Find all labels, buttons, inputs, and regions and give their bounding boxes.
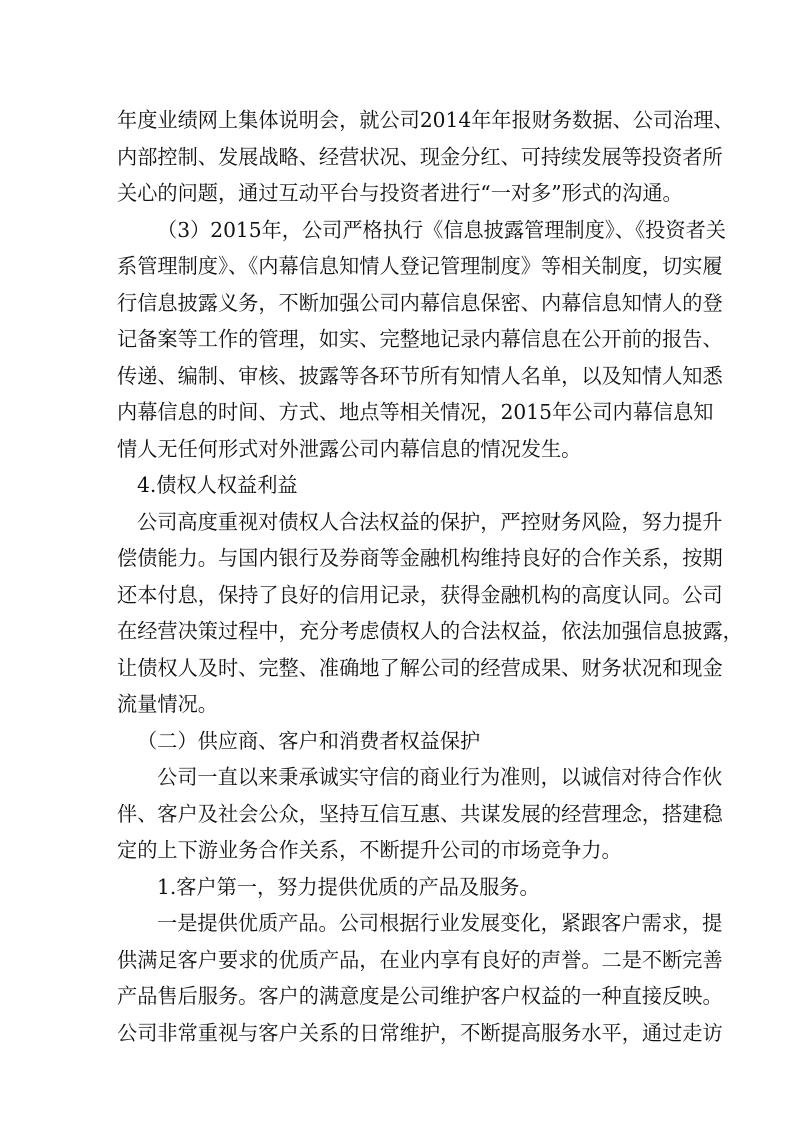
- text-line: 偿债能力。与国内银行及券商等金融机构维持良好的合作关系，按期: [117, 546, 723, 570]
- paragraph-investor-meeting: [117, 102, 734, 212]
- heading-text: 1.客户第一，努力提供优质的产品及服务。: [157, 874, 540, 899]
- paragraph-quality-products: [117, 905, 723, 1051]
- text-line: 系管理制度》、《内幕信息知情人登记管理制度》等相关制度，切实履: [117, 254, 723, 278]
- text-line: 内幕信息的时间、方式、地点等相关情况，2015年公司内幕信息知: [117, 400, 714, 424]
- text-line: 在经营决策过程中，充分考虑债权人的合法权益，依法加强信息披露，: [117, 619, 743, 643]
- text-line: 流量情况。: [117, 692, 218, 716]
- text-line: 供满足客户要求的优质产品，在业内享有良好的声誉。二是不断完善: [117, 947, 723, 972]
- paragraph-insider-info: [117, 212, 726, 468]
- section-heading-customer-first: [117, 869, 677, 906]
- heading-text: （二）供应商、客户和消费者权益保护: [137, 728, 481, 753]
- text-line: 产品售后服务。客户的满意度是公司维护客户权益的一种直接反映。: [117, 984, 723, 1008]
- section-heading-supplier-customer: [117, 723, 677, 760]
- text-line: 行信息披露义务，不断加强公司内幕信息保密、内幕信息知情人的登: [117, 290, 723, 315]
- text-line: 一是提供优质产品。公司根据行业发展变化，紧跟客户需求，提: [157, 911, 723, 935]
- text-line: 让债权人及时、完整、准确地了解公司的经营成果、财务状况和现金: [117, 655, 723, 680]
- text-line: 情人无任何形式对外泄露公司内幕信息的情况发生。: [117, 436, 582, 461]
- text-line: 关心的问题，通过互动平台与投资者进行“一对多”形式的沟通。: [117, 181, 683, 205]
- paragraph-creditor-protection: [117, 504, 743, 723]
- text-line: 公司高度重视对债权人合法权益的保护，严控财务风险，努力提升: [137, 509, 723, 534]
- text-line: 伴、客户及社会公众，坚持互信互惠、共谋发展的经营理念，搭建稳: [117, 801, 723, 826]
- text-line: 还本付息，保持了良好的信用记录，获得金融机构的高度认同。公司: [117, 582, 723, 607]
- section-heading-creditor-rights: [117, 467, 677, 504]
- text-line: 公司非常重视与客户关系的日常维护，不断提高服务水平，通过走访: [117, 1020, 723, 1045]
- text-line: 定的上下游业务合作关系，不断提升公司的市场竞争力。: [117, 838, 622, 862]
- text-line: （3）2015年，公司严格执行《信息披露管理制度》、《投资者关: [157, 217, 726, 242]
- text-line: 记备案等工作的管理，如实、完整地记录内幕信息在公开前的报告、: [117, 327, 723, 351]
- document-page: [117, 102, 743, 1051]
- paragraph-business-integrity: [117, 759, 723, 869]
- heading-text: 4.债权人权益利益: [137, 473, 298, 497]
- text-line: 公司一直以来秉承诚实守信的商业行为准则，以诚信对待合作伙: [157, 765, 723, 789]
- text-line: 传递、编制、审核、披露等各环节所有知情人名单，以及知情人知悉: [117, 363, 723, 388]
- text-line: 年度业绩网上集体说明会，就公司2014年年报财务数据、公司治理、: [117, 108, 734, 132]
- text-line: 内部控制、发展战略、经营状况、现金分红、可持续发展等投资者所: [117, 144, 723, 169]
